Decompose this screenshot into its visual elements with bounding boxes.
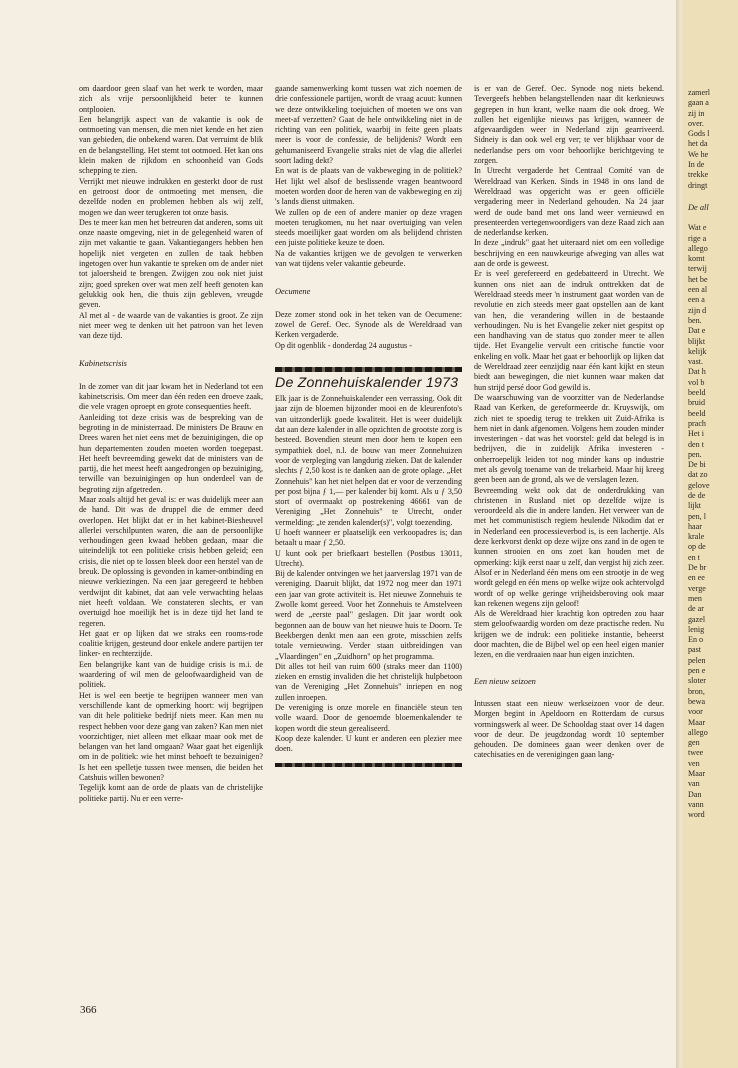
paragraph: Aanleiding tot deze crisis was de bespreking van de begroting in de ministerraad. De ministers De Brauw en Drees waren het niet eens met de bezuinigingen, die op hun departementen zouden moeten worden toegepast. Het heeft bevreemding gewekt dat de ministers van de partij, die het meest heeft aangedrongen op bezuiniging, terwille van bezuinigingen op hun onderdeel van de begroting zijn afgetreden. <box>79 412 263 494</box>
next-page-line: van <box>688 779 700 789</box>
paragraph: Intussen staat een nieuw werkseizoen voor de deur. Morgen begint in Apeldoorn en Rotterdam de cursus vormingswerk al weer. De Schooldag staat over 14 dagen voor de deur. De jeugdzondag wordt 10 september gehouden. De dominees gaan weer denken over de catechisaties en de verenigingen gaan lang- <box>474 698 664 760</box>
next-page-line: bewa <box>688 696 706 706</box>
next-page-line: Wat e <box>688 223 707 233</box>
paragraph: Dit alles tot heil van ruim 600 (straks meer dan 1100) zieken en ernstig invaliden die het christelijk hulpbetoon van de Vereniging „Het Zonnehuis" inriepen en nog zullen inroepen. <box>275 661 462 702</box>
next-page-line: lenig <box>688 624 705 634</box>
next-page-line: vann <box>688 799 704 809</box>
page-gutter <box>676 0 684 1068</box>
section-heading: Kabinetscrisis <box>79 359 127 369</box>
next-page-line: verge <box>688 583 706 593</box>
paragraph: Er is veel gerefereerd en gedebatteerd in Utrecht. We kunnen ons niet aan de indruk onttrekken dat de Wereldraad steeds meer 'n instrument gaat worden van de revolutie en zich steeds meer gaat opstellen aan de kant van hen, die verandering willen in de bestaande verhoudingen. Nu is het Evangelie zeker niet gespitst op een handhaving van de status quo zonder meer te allen tijde. Het Evangelie vervult een critische functie voor enkeling en volk. Maar het gaat er behoorlijk op lijken dat de Wereldraad zeer eenzijdig naar één kant kijkt en steun biedt aan bewegingen, die niet kunnen waar maken dat hun strijd persé door God gewild is. <box>474 269 664 392</box>
paragraph: Bij de kalender ontvingen we het jaarverslag 1971 van de vereniging. Daaruit blijkt, dat 1972 nog meer dan 1971 een jaar van grote activiteit is. Het nieuwe Zonnehuis te Zwolle komt gereed. Voor het Zonnehuis te Amstelveen werd de „eerste paal" geslagen. Dit jaar wordt ook begonnen aan de bouw van het nieuwe huis te Doorn. Te Beekbergen denkt men aan een grote, misschien zelfs totale vernieuwing. Verder staan uitbreidingen van „Vlaardingen" en „Zuidhorn" op het programma. <box>275 569 462 661</box>
paragraph: Elk jaar is de Zonnehuiskalender een verrassing. Ook dit jaar zijn de bloemen bijzonder mooi en de kleurenfoto's van uitzonderlijk goede kwaliteit. Het is weer duidelijk dat aan deze kalender in alle opzichten de grootste zorg is besteed. Bovendien steunt men door hem te kopen een sympathiek doel, n.l. de bouw van meer Zonnehuizen voor de verpleging van langdurig zieken. Dat de kalender slechts ƒ 2,50 kost is te danken aan de grote oplage. „Het Zonnehuis" kan het niet helpen dat er voor de verzending per post bijna ƒ 1,— per kalender bij komt. Als u ƒ 3,50 stort of overmaakt op postrekening 46661 van de Vereniging „Het Zonnehuis" te Utrecht, onder vermelding: „te zenden kalender(s)", volgt toezending. <box>275 394 462 527</box>
paragraph: is er van de Geref. Oec. Synode nog niets bekend. Tevergeefs hebben belangstellenden naar dit kerknieuws gegrepen in hun krant, welke naam die ook droeg. We zullen het eigenlijke nieuws pas krijgen, wanneer de afgevaardigden weer in Nederland zijn gearriveerd. Sidneiy is dan ook wel erg ver; te ver blijkbaar voor de nederlandse pers om voor behoorlijke berichtgeving te zorgen. <box>474 84 664 166</box>
next-page-line: kelijk <box>688 346 707 356</box>
next-page-line: een a <box>688 295 705 305</box>
paragraph: In deze „indruk" gaat het uiteraard niet om een volledige beschrijving en een nauwkeurige afweging van alles wat aan de orde is geweest. <box>474 238 664 269</box>
next-page-line: terwij <box>688 264 707 274</box>
next-page-line: word <box>688 810 705 820</box>
next-page-line: ven <box>688 758 700 768</box>
next-page-line: pen, l <box>688 511 706 521</box>
paragraph: We zullen op de een of andere manier op deze vragen moeten terugkomen, nu het naar overtuiging van velen steeds moeilijker gaat worden om als belijdend christen een juiste politieke keuze te doen. <box>275 207 462 248</box>
next-page-line: zijn d <box>688 305 707 315</box>
next-page-line: past <box>688 645 702 655</box>
next-page-line: We he <box>688 149 709 159</box>
next-page-line: gen <box>688 738 700 748</box>
paragraph: Koop deze kalender. U kunt er anderen een plezier mee doen. <box>275 733 462 754</box>
next-page-line: Gods l <box>688 129 710 139</box>
paragraph: Het is wel een beetje te begrijpen wanneer men van verschillende kant de opmerking hoort: wij begrijpen van dit hele politieke bedrijf niets meer. Kan men nu respect hebben voor deze gang van zaken? Kan men niet voorzichtiger, niet alleen met elkaar maar ook met de belangen van het land omgaan? Waar gaat het eigenlijk om in de politiek: wie het minst behoeft te bezuinigen? Is het een spelletje tussen twee mensen, die beiden het Catshuis willen bewonen? <box>79 690 263 782</box>
paragraph: De waarschuwing van de voorzitter van de Nederlandse Raad van Kerken, de gereformeerde dr. Kruyswijk, om zich niet te spoedig terug te trekken uit Zuid-Afrika is hem niet in dank afgenomen. Volgens hem zouden minder investeringen - dat was het voorstel: geld dat belegd is in bedrijven, die in zuidelijk Afrika investeren - onherroepelijk leiden tot nog minder kans op industrie met als gevolg toename van de trekarbeid. Maar hij kreeg geen been aan de grond, als we de verslagen lezen. <box>474 392 664 485</box>
paragraph: om daardoor geen slaaf van het werk te worden, maar zich als vrije persoonlijkheid beter te kunnen ontplooien. <box>79 84 263 114</box>
paragraph: Deze zomer stond ook in het teken van de Oecumene: zowel de Geref. Oec. Synode als de Wereldraad van Kerken vergaderde. <box>275 309 462 340</box>
paragraph: Des te meer kan men het betreuren dat anderen, soms uit onze naaste omgeving, niet in de gelegenheid waren of zijn met vakantie te gaan. Vakantiegangers hebben hen hopelijk niet vergeten en zullen de taak hebben ingetogen over hun vakantie te spreken om de ander niet tot jaloersheid te brengen. Zwijgen zou ook niet juist zijn; goed spreken over wat men zelf heeft genoten kan gelukkig ook hen, die thuis zijn gebleven, vreugde geven. <box>79 217 263 310</box>
next-page-line: lijkt <box>688 501 702 511</box>
next-page-line: allego <box>688 243 708 253</box>
next-page-line: dat zo <box>688 470 708 480</box>
next-page-line: Het i <box>688 429 704 439</box>
next-page-line: pen. <box>688 449 702 459</box>
article-banner <box>275 367 462 391</box>
next-page-line: ben. <box>688 315 702 325</box>
article-title: De Zonnehuiskalender 1973 <box>275 374 459 391</box>
next-page-line: En o <box>688 635 704 645</box>
next-page-line: vol b <box>688 377 705 387</box>
next-page-line: de ar <box>688 604 704 614</box>
next-page-line: zamerl <box>688 88 711 97</box>
paragraph: En wat is de plaats van de vakbeweging in de politiek? Het lijkt wel alsof de beslissende vragen beantwoord moeten worden door de heren van de vakbeweging en zij 's lands dienst uitmaken. <box>275 166 462 207</box>
paragraph: Verrijkt met nieuwe indrukken en gesterkt door de rust en getroost door de ontmoeting met mensen, die dezelfde noden en problemen hebben als wij zelf, mogen we dan weer terugkeren tot onze basis. <box>79 176 263 217</box>
paragraph: gaande samenwerking komt tussen wat zich noemen de drie confessionele partijen, wordt de vraag acuut: kunnen we deze ontwikkeling toejuichen of moeten we ons van meet-af verzetten? Gaat de hele ontwikkeling niet in de richting van een politiek, waarbij in feite geen plaats meer is voor de confessie, de belijdenis? Wordt een gehumaniseerd Evangelie straks niet de vlag die allerlei soort lading dekt? <box>275 84 462 166</box>
column-1 <box>79 84 263 804</box>
next-page-line: gelove <box>688 480 710 490</box>
next-page-line: over. <box>688 118 704 128</box>
next-page-line: zij in <box>688 108 705 118</box>
next-page-line: In de <box>688 160 705 170</box>
next-page-line: beeld <box>688 408 706 418</box>
next-page-line: allego <box>688 727 708 737</box>
next-page-line: prach <box>688 418 706 428</box>
paragraph: U hoeft wanneer er plaatselijk een verkoopadres is; dan betaalt u maar ƒ 2,50. <box>275 527 462 548</box>
next-page-line: het da <box>688 139 708 149</box>
next-page-heading: De all <box>688 202 709 212</box>
next-page-line: op de <box>688 542 706 552</box>
next-page-line: Maar <box>688 769 706 778</box>
section-heading: Oecumene <box>275 287 311 297</box>
next-page-edge <box>684 0 738 1068</box>
next-page-line: vast. <box>688 357 704 367</box>
next-page-line: een al <box>688 285 708 295</box>
paragraph: Op dit ogenblik - donderdag 24 augustus - <box>275 340 412 350</box>
paragraph: Tegelijk komt aan de orde de plaats van de christelijke politieke partij. Nu er een verre- <box>79 783 263 803</box>
next-page-line: men <box>688 593 702 603</box>
next-page-line: Dat h <box>688 367 706 377</box>
paragraph: Als de Wereldraad hier krachtig kon optreden zou haar stem geloofwaardig worden om deze practische reden. Nu krijgen we de indruk: een politieke instantie, beheerst door machten, die de Bijbel wel op een heel eigen manier lezen, en die verdraaien naar hun eigen inzichten. <box>474 609 664 660</box>
paragraph: Na de vakanties krijgen we de gevolgen te verwerken van wat tijdens veler vakantie gebeurde. <box>275 248 462 269</box>
paragraph: Het gaat er op lijken dat we straks een rooms-rode coalitie krijgen, gesteund door enkele andere partijen ter linker- en rechterzijde. <box>79 628 263 659</box>
paragraph: Al met al - de waarde van de vakanties is groot. Ze zijn niet meer weg te denken uit het patroon van het leven van deze tijd. <box>79 310 263 341</box>
next-page-line: blijkt <box>688 336 706 346</box>
next-page-line: De bi <box>688 460 706 470</box>
next-page-line: haar <box>688 521 702 531</box>
next-page-line: pen e <box>688 666 706 676</box>
next-page-line: en ee <box>688 573 705 583</box>
next-page-line: gazel <box>688 614 706 624</box>
page-number: 366 <box>80 1004 97 1016</box>
next-page-line: pelen <box>688 655 706 665</box>
next-page-line: sloter <box>688 676 706 686</box>
next-page-text <box>688 88 738 820</box>
next-page-line: bron, <box>688 686 705 696</box>
next-page-line: De br <box>688 563 707 573</box>
next-page-line: Dat e <box>688 326 706 336</box>
next-page-line: voor <box>688 707 703 717</box>
paragraph: Bevreemding wekt ook dat de onderdrukking van christenen in Rusland niet op dezelfde wijze is veroordeeld als die in andere landen. Het verweer van de met het communistisch regiem heulende Nikodim dat er in Nederland een processieverbod is, is een lachertje. Als deze kerkvorst denkt op deze wijze ons zand in de ogen te kunnen strooien en ons zoet kan houden met de opmerking: kijk eerst naar u zelf, dan vergist hij zich zeer. Alsof er in Nederland één mens om een strootje in de weg wordt gelegd en één mens op welke wijze ook achtervolgd wordt of op welke geringe vrijheidsberoving ook maar kan rekenen wegens zijn geloof! <box>474 485 664 608</box>
next-page-line: gaan a <box>688 98 709 108</box>
column-3 <box>474 84 664 761</box>
next-page-line: en t <box>688 552 700 562</box>
next-page-line: bruid <box>688 398 706 408</box>
next-page-line: het be <box>688 274 708 284</box>
column-2 <box>275 84 462 767</box>
next-page-line: Dan <box>688 789 702 799</box>
paragraph: U kunt ook per briefkaart bestellen (Postbus 13011, Utrecht). <box>275 548 462 568</box>
next-page-line: de de <box>688 490 706 500</box>
next-page-line: trekke <box>688 170 709 180</box>
next-page-line: den t <box>688 439 704 449</box>
paragraph: Een belangrijk aspect van de vakantie is ook de ontmoeting van mensen, die men niet kende en het zien van gebieden, die onbekend waren. Dat verruimt de blik en de belangstelling. Het stemt tot ootmoed. Het kan ons klein maken de rijkdom en schoonheid van Gods schepping te zien. <box>79 114 263 176</box>
paragraph: De vereniging is onze morele en financiële steun ten volle waard. Door de genoemde bloemenkalender te kopen wordt die steun gerealiseerd. <box>275 703 462 733</box>
next-page-line: rige a <box>688 233 707 243</box>
next-page-line: dringt <box>688 180 708 190</box>
paragraph: In Utrecht vergaderde het Centraal Comité van de Wereldraad van Kerken. Sinds in 1948 in ons land de Wereldraad was opgericht was er geen officiële vergadering meer in Nederland gehouden. Na 24 jaar werd de oude band met ons land weer vernieuwd en presenteerden vertegenwoordigers van deze Raad zich aan de nederlandse kerken. <box>474 166 664 238</box>
section-heading: Een nieuw seizoen <box>474 676 536 686</box>
article-end-rule <box>275 763 462 767</box>
next-page-line: twee <box>688 748 704 758</box>
paragraph: In de zomer van dit jaar kwam het in Nederland tot een kabinetscrisis. Om meer dan één reden een droeve zaak, die vele vragen oproept en grote consequenties heeft. <box>79 381 263 412</box>
banner-wave-rule <box>275 367 462 372</box>
paragraph: Een belangrijke kant van de huidige crisis is m.i. de waardering of wil men de geloofwaardigheid van de politiek. <box>79 659 263 690</box>
next-page-line: Maar <box>688 717 706 727</box>
next-page-line: krale <box>688 532 705 542</box>
next-page-line: komt <box>688 254 705 264</box>
next-page-line: beeld <box>688 388 706 398</box>
paragraph: Maar zoals altijd het geval is: er was duidelijk meer aan de hand. Dit was de druppel die de emmer deed overlopen. Het blijkt dat er in het kabinet-Biesheuvel allerlei verschilpunten waren, die aan de persoonlijke verhoudingen geen kwaad hebben gedaan, maar die uiteindelijk tot een politieke crisis hebben geleid; een crisis, die niet op te lossen bleek door een herstel van de breuk. De oplossing is gevonden in kamer-ontbinding en nieuwe verkiezingen. Na een jaar geregeerd te hebben verdwijnt dit kabinet, dat aan vele verwachting helaas niet heeft voldaan. We constateren slechts, er van overtuigd hoe moeilijk het is in deze tijd het land te regeren. <box>79 494 263 628</box>
